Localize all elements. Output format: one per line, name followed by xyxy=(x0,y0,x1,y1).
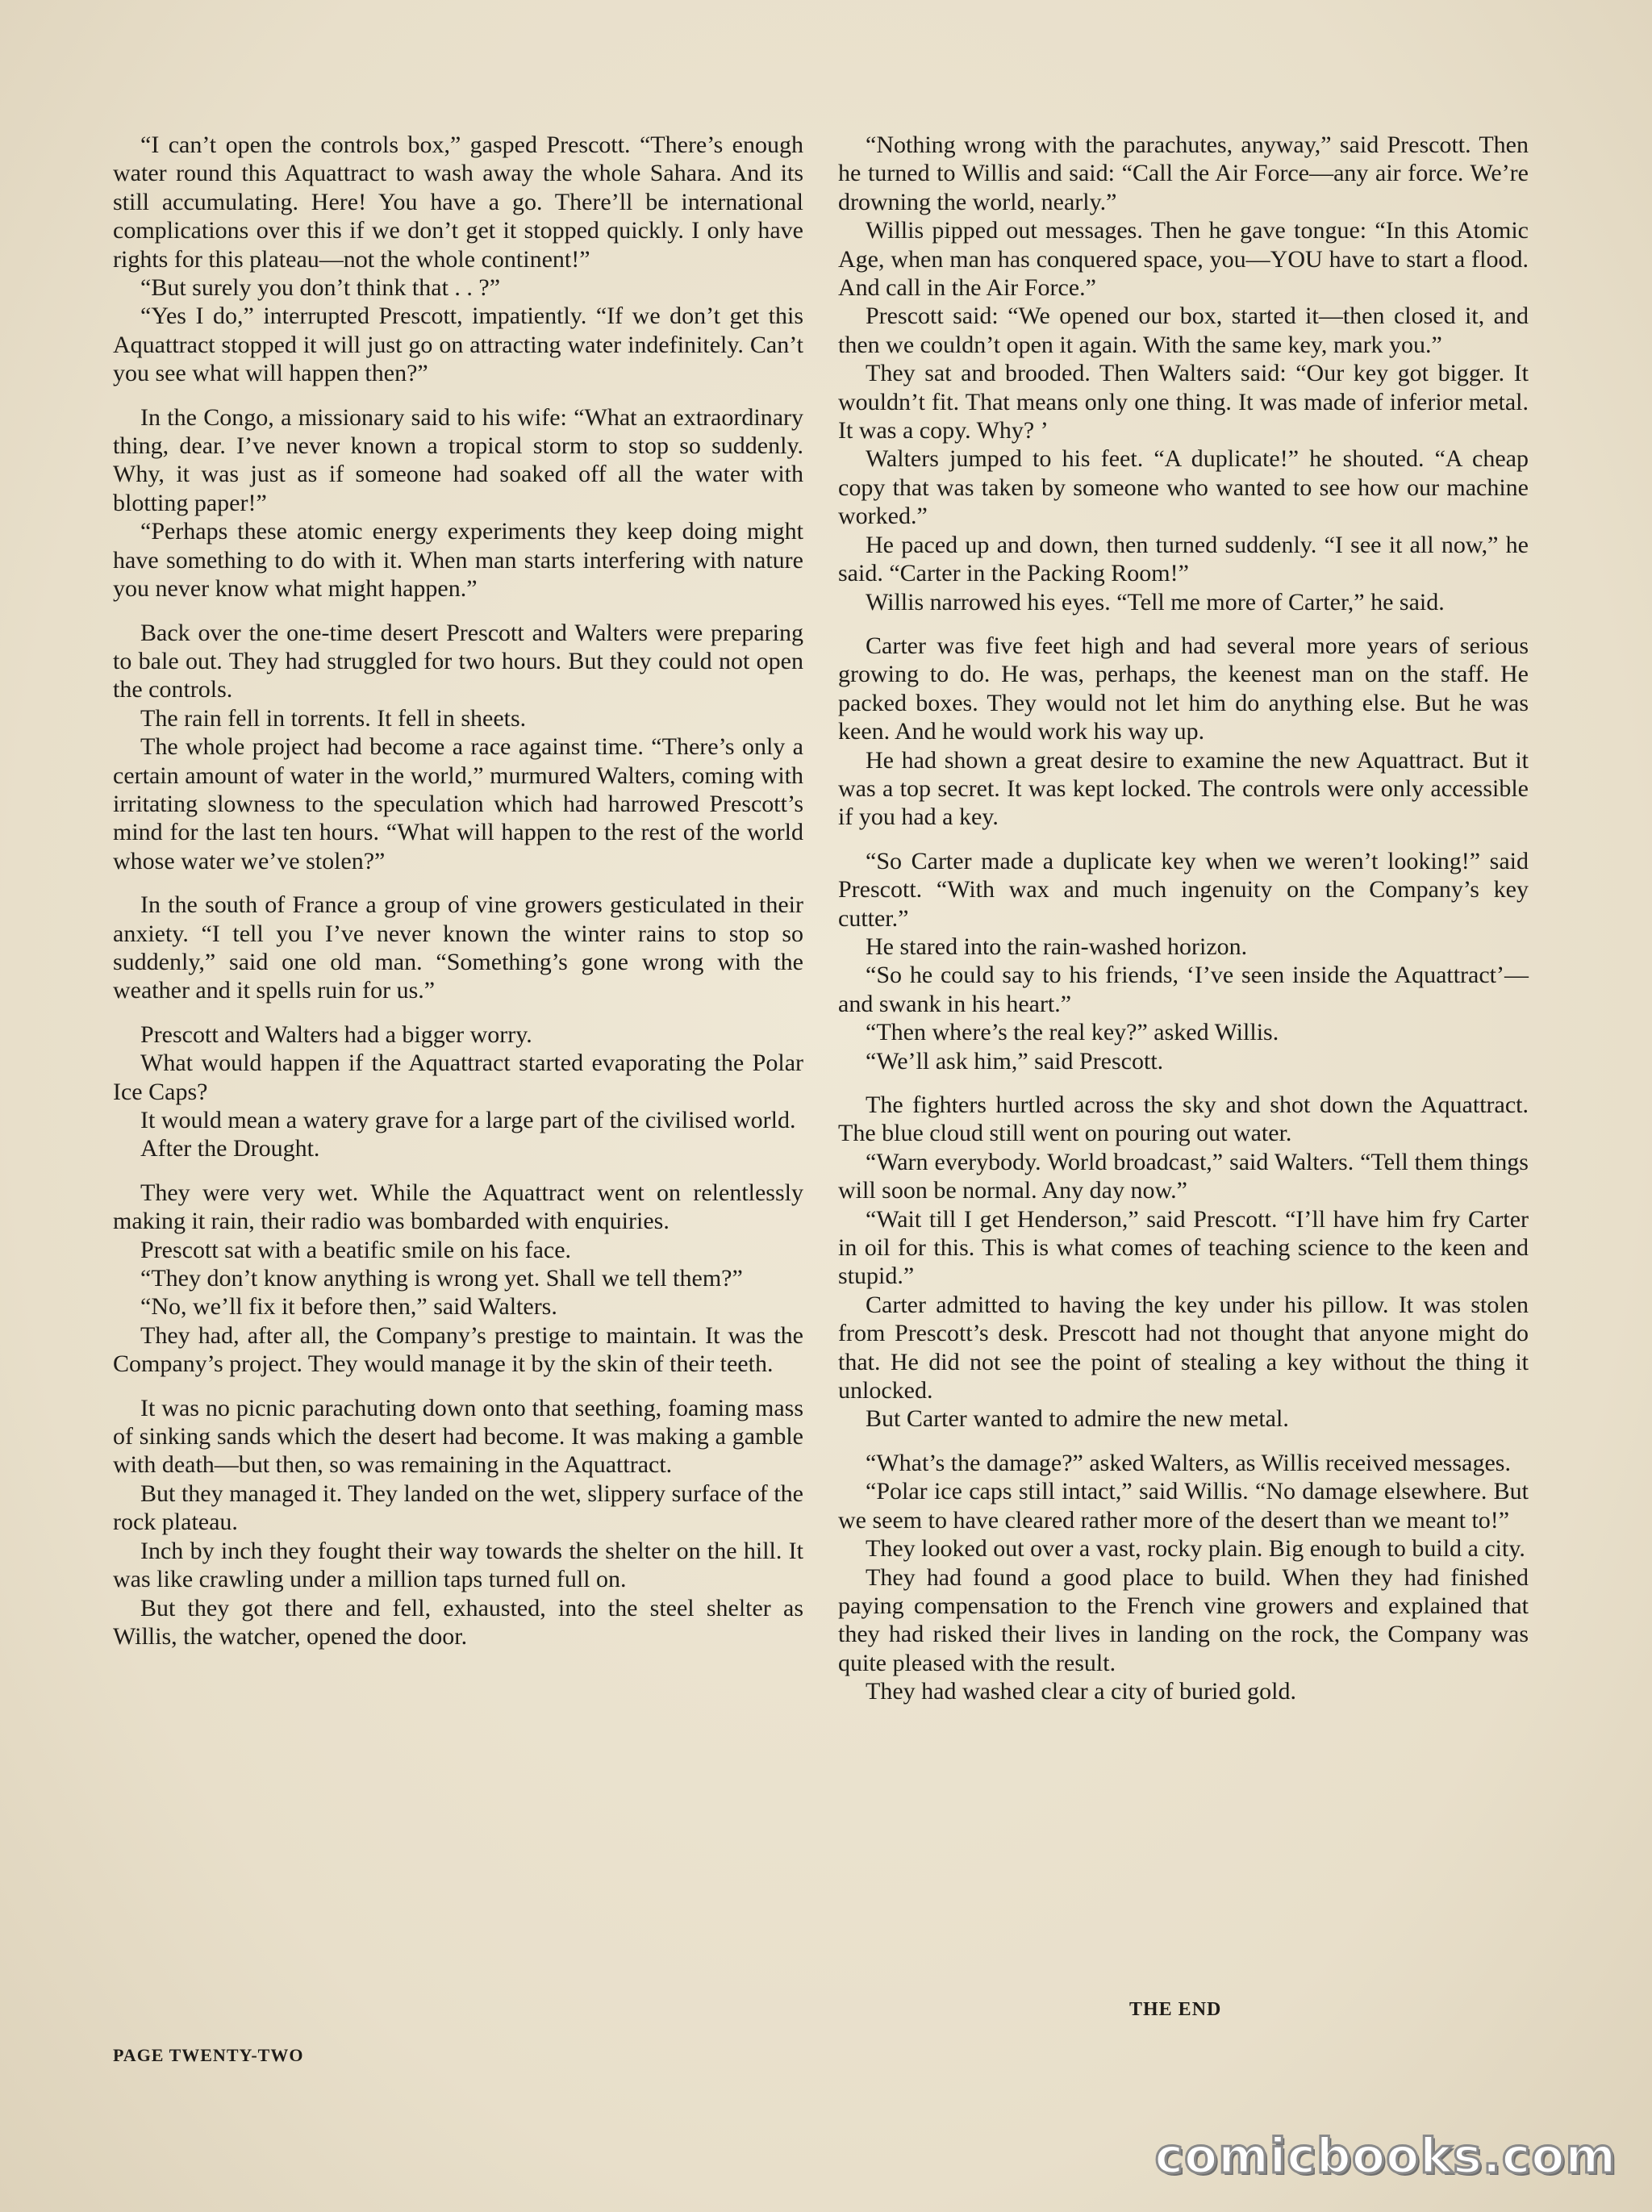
paragraph: What would happen if the Aquattract started evaporating the Polar Ice Caps? xyxy=(113,1050,803,1105)
watermark-logo: comicbooks.com xyxy=(1154,2128,1617,2185)
paragraph: The fighters hurtled across the sky and shot down the Aquattract. The blue cloud still went on pouring out water. xyxy=(838,1091,1529,1147)
paragraph: It was no picnic parachuting down onto that seething, foaming mass of sinking sands which the desert had become. It was making a gamble with death—but then, so was remaining in the Aquattract. xyxy=(113,1394,803,1479)
paragraph: But Carter wanted to admire the new metal. xyxy=(866,1405,1289,1433)
paragraph: Prescott and Walters had a bigger worry. xyxy=(140,1020,532,1048)
paragraph: “What’s the damage?” asked Walters, as Willis received messages. xyxy=(866,1449,1511,1476)
paragraph: It would mean a watery grave for a large part of the civilised world. xyxy=(140,1107,796,1133)
paragraph: The whole project had become a race against time. “There’s only a certain amount of water in the world,” murmured Walters, coming with irritating slowness to the speculation which had harrowed Prescott’s mind for the last ten hours. “What will happen to the rest of the world whose water we’ve stolen?” xyxy=(113,733,803,874)
paragraph: “Perhaps these atomic energy experiments they keep doing might have something to do with it. When man starts interfering with nature you never know what might happen.” xyxy=(113,518,803,603)
paragraph: “They don’t know anything is wrong yet. Shall we tell them?” xyxy=(140,1265,743,1292)
the-end-label: THE END xyxy=(1129,1999,1222,2020)
paragraph: Carter was five feet high and had several more years of serious growing to do. He was, perhaps, the keenest man on the staff. He packed boxes. They would not let him do anything else. But he was keen. And he would work his way up. xyxy=(838,632,1529,745)
paragraph: They had washed clear a city of buried gold. xyxy=(866,1678,1296,1705)
paragraph: He stared into the rain-washed horizon. xyxy=(866,933,1248,960)
paragraph: “We’ll ask him,” said Prescott. xyxy=(866,1047,1164,1075)
paragraph: Back over the one-time desert Prescott and Walters were preparing to bale out. They had struggled for two hours. But they could not open the controls. xyxy=(113,619,803,703)
paragraph: “Then where’s the real key?” asked Willis. xyxy=(866,1019,1279,1046)
paragraph: In the Congo, a missionary said to his wife: “What an extraordinary thing, dear. I’ve never known a tropical storm to stop so suddenly. Why, it was just as if someone had soaked off all the water with blotting paper!” xyxy=(113,403,803,516)
paragraph: “So Carter made a duplicate key when we weren’t looking!” said Prescott. “With wax and much ingenuity on the Company’s key cutter.” xyxy=(838,847,1529,932)
paragraph: In the south of France a group of vine growers gesticulated in their anxiety. “I tell you I’ve never known the winter rains to stop so suddenly,” said one old man. “Something’s gone wrong with the weather and it spells ruin for us.” xyxy=(113,891,803,1004)
paragraph: “Wait till I get Henderson,” said Prescott. “I’ll have him fry Carter in oil for this. This is what comes of teaching science to the keen and stupid.” xyxy=(838,1205,1529,1290)
paragraph: “I can’t open the controls box,” gasped Prescott. “There’s enough water round this Aquattract to wash away the whole Sahara. And its still accumulating. Here! You have a go. There’ll be international complications over this if we don’t get it stopped quickly. I only have rights for this plateau—not the whole continent!” xyxy=(113,131,803,273)
right-text-column xyxy=(838,131,1529,1706)
paragraph: Prescott sat with a beatific smile on his face. xyxy=(140,1236,572,1263)
paragraph: After the Drought. xyxy=(140,1135,320,1162)
paragraph: “Nothing wrong with the parachutes, anyway,” said Prescott. Then he turned to Willis and said: “Call the Air Force—any air force. We’re drowning the world, nearly.” xyxy=(838,131,1529,215)
paragraph: He paced up and down, then turned suddenly. “I see it all now,” he said. “Carter in the Packing Room!” xyxy=(838,531,1529,587)
paragraph: But they managed it. They landed on the wet, slippery surface of the rock plateau. xyxy=(113,1480,803,1536)
paragraph: They sat and brooded. Then Walters said: “Our key got bigger. It wouldn’t fit. That means only one thing. It was made of inferior metal. It was a copy. Why? ’ xyxy=(838,360,1529,444)
paragraph: “Polar ice caps still intact,” said Willis. “No damage elsewhere. But we seem to have cleared rather more of the desert than we meant to!” xyxy=(838,1478,1529,1534)
paragraph: They looked out over a vast, rocky plain. Big enough to build a city. xyxy=(866,1535,1525,1563)
paragraph: He had shown a great desire to examine the new Aquattract. But it was a top secret. It was kept locked. The controls were only accessible if you had a key. xyxy=(838,746,1529,831)
paragraph: Prescott said: “We opened our box, started it—then closed it, and then we couldn’t open it again. With the same key, mark you.” xyxy=(838,303,1529,358)
paragraph: Willis pipped out messages. Then he gave tongue: “In this Atomic Age, when man has conquered space, you—YOU have to start a flood. And call in the Air Force.” xyxy=(838,217,1529,302)
left-text-column xyxy=(113,131,803,1651)
page-number: PAGE TWENTY-TWO xyxy=(113,2045,304,2065)
paragraph: “No, we’ll fix it before then,” said Walters. xyxy=(140,1293,557,1321)
paragraph: “Warn everybody. World broadcast,” said Walters. “Tell them things will soon be normal. Any day now.” xyxy=(838,1148,1529,1204)
paragraph: They had found a good place to build. When they had finished paying compensation to the French vine growers and explained that they had risked their lives in landing on the rock, the Company was quite pleased with the result. xyxy=(838,1563,1529,1676)
paragraph: They had, after all, the Company’s prestige to maintain. It was the Company’s project. They would manage it by the skin of their teeth. xyxy=(113,1321,803,1378)
paragraph: They were very wet. While the Aquattract went on relentlessly making it rain, their radio was bombarded with enquiries. xyxy=(113,1179,803,1235)
paragraph: “But surely you don’t think that . . ?” xyxy=(140,274,501,302)
paragraph: Willis narrowed his eyes. “Tell me more of Carter,” he said. xyxy=(866,588,1445,616)
paragraph: Walters jumped to his feet. “A duplicate!” he shouted. “A cheap copy that was taken by someone who wanted to see how our machine worked.” xyxy=(838,445,1529,530)
paragraph: “Yes I do,” interrupted Prescott, impatiently. “If we don’t get this Aquattract stopped it will just go on attracting water indefinitely. Can’t you see what will happen then?” xyxy=(113,303,803,387)
paragraph: But they got there and fell, exhausted, into the steel shelter as Willis, the watcher, opened the door. xyxy=(113,1594,803,1650)
paragraph: “So he could say to his friends, ‘I’ve seen inside the Aquattract’—and swank in his heart.” xyxy=(838,962,1529,1017)
paragraph: The rain fell in torrents. It fell in sheets. xyxy=(140,704,527,732)
paragraph: Inch by inch they fought their way towards the shelter on the hill. It was like crawling under a million taps turned full on. xyxy=(113,1537,803,1593)
paragraph: Carter admitted to having the key under his pillow. It was stolen from Prescott’s desk. Prescott had not thought that anyone might do that. He did not see the point of stealing a key without the thing it unlocked. xyxy=(838,1291,1529,1404)
